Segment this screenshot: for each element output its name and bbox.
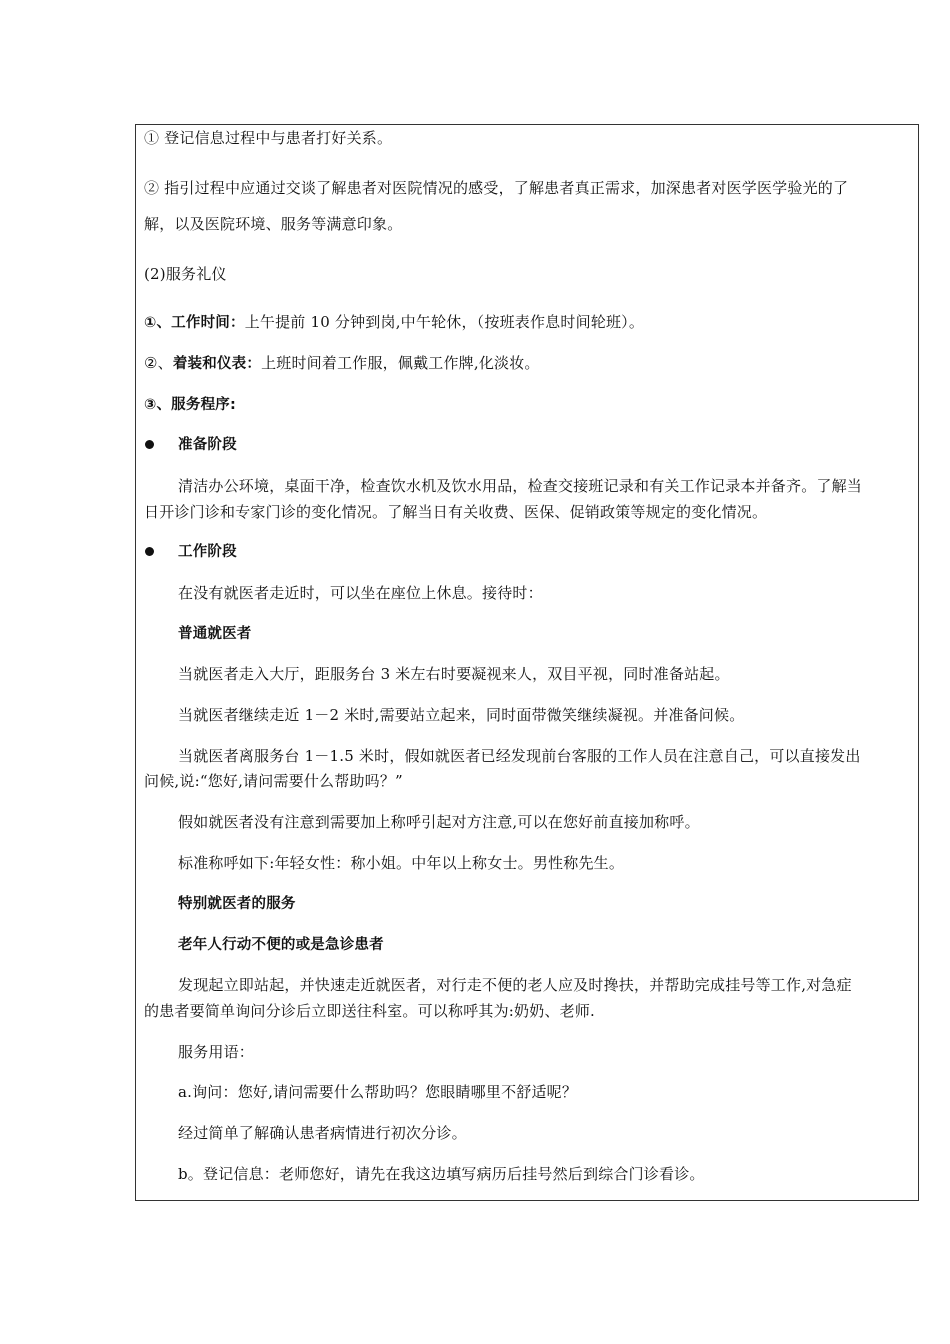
table-frame [135, 124, 919, 1201]
regular-step-2: 当就医者继续走近 1－2 米时,需要站立起来，同时面带微笑继续凝视。并准备问候。 [178, 706, 745, 724]
procedure-label: ③、服务程序: [144, 397, 236, 413]
item-guidance-line1: ② 指引过程中应通过交谈了解患者对医院情况的感受，了解患者真正需求，加深患者对医学医学验光的了 [144, 179, 849, 197]
item-service-procedure [144, 394, 236, 415]
phrase-registration: b。登记信息：老师您好，请先在我这边填写病历后挂号然后到综合门诊看诊。 [178, 1165, 705, 1183]
item-registration: ① 登记信息过程中与患者打好关系。 [144, 129, 393, 147]
working-intro: 在没有就医者走近时，可以坐在座位上休息。接待时： [178, 584, 543, 602]
regular-step-1: 当就医者走入大厅，距服务台 3 米左右时要凝视来人，双目平视，同时准备站起。 [178, 665, 730, 683]
item-dress [144, 353, 540, 374]
regular-step-4: 假如就医者没有注意到需要加上称呼引起对方注意,可以在您好前直接加称呼。 [178, 813, 700, 831]
work-time-text: 上午提前 10 分钟到岗,中午轮休，（按班表作息时间轮班）。 [244, 313, 645, 331]
work-time-label: ①、工作时间： [144, 315, 245, 331]
service-phrases-label: 服务用语： [178, 1043, 255, 1061]
prep-paragraph-line2: 日开诊门诊和专家门诊的变化情况。了解当日有关收费、医保、促销政策等规定的变化情况。 [144, 503, 768, 521]
regular-step-3-line1: 当就医者离服务台 1－1.5 米时，假如就医者已经发现前台客服的工作人员在注意自己，可以直接发出 [178, 747, 861, 765]
address-forms: 标准称呼如下:年轻女性：称小姐。中年以上称女士。男性称先生。 [178, 854, 625, 872]
heading-preparation: 准备阶段 [178, 437, 237, 453]
heading-regular-patient: 普通就医者 [178, 626, 252, 642]
prep-paragraph-line1: 清洁办公环境，桌面干净，检查饮水机及饮水用品，检查交接班记录和有关工作记录本并备齐。了解当 [178, 477, 863, 495]
item-work-time [144, 312, 644, 333]
item-guidance-line2: 解，以及医院环境、服务等满意印象。 [144, 215, 403, 233]
elderly-paragraph-line1: 发现起立即站起，并快速走近就医者，对行走不便的老人应及时搀扶，并帮助完成挂号等工作,对急症 [178, 976, 852, 994]
dress-text: 上班时间着工作服，佩戴工作牌,化淡妆。 [261, 354, 540, 372]
heading-special-patient: 特别就医者的服务 [178, 896, 296, 912]
section-service-etiquette: (2)服务礼仪 [144, 265, 227, 283]
bullet-icon [145, 440, 154, 449]
dress-label: 着装和仪表： [172, 356, 262, 372]
phrase-inquiry: a.询问：您好,请问需要什么帮助吗？您眼睛哪里不舒适呢？ [178, 1083, 578, 1101]
dress-number: ②、 [144, 354, 173, 372]
heading-working: 工作阶段 [178, 544, 237, 560]
elderly-paragraph-line2: 的患者要简单询问分诊后立即送往科室。可以称呼其为:奶奶、老师. [144, 1002, 596, 1020]
regular-step-3-line2: 问候,说:“您好,请问需要什么帮助吗？” [144, 772, 403, 790]
heading-elderly-emergency: 老年人行动不便的或是急诊患者 [178, 937, 384, 953]
bullet-icon [145, 547, 154, 556]
initial-triage: 经过简单了解确认患者病情进行初次分诊。 [178, 1124, 467, 1142]
